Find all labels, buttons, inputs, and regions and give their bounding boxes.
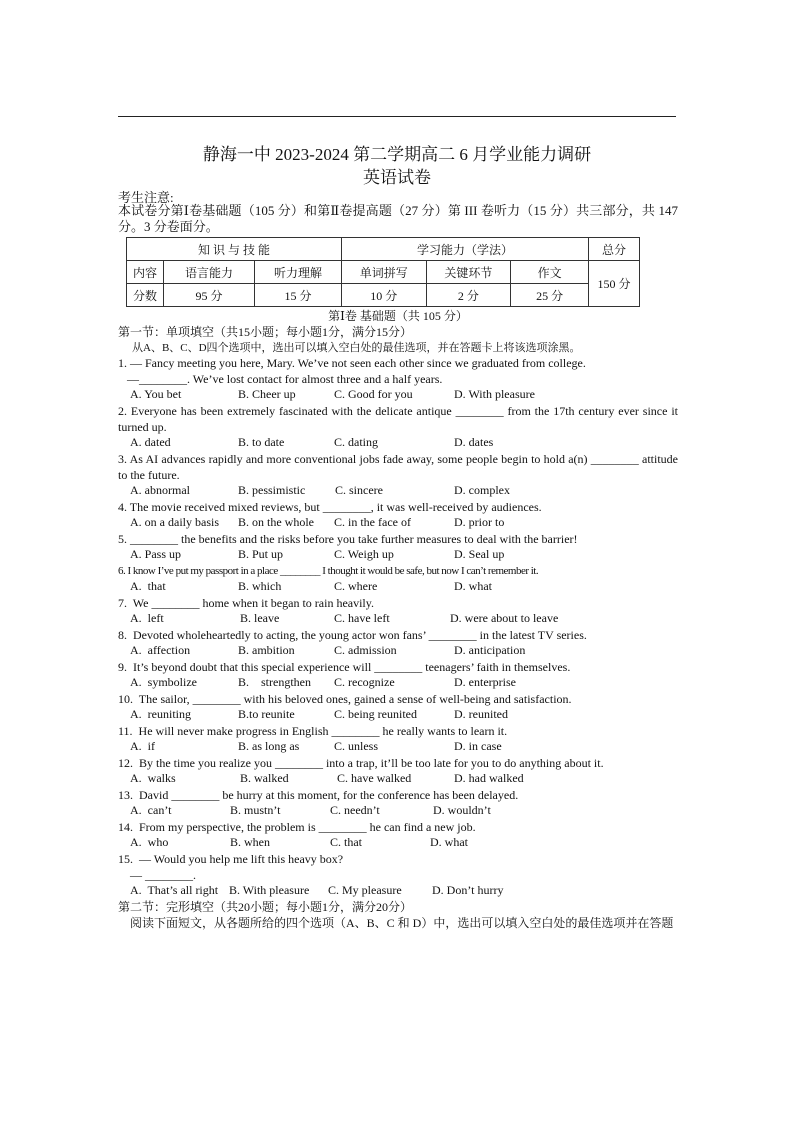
option-b[interactable]: B. With pleasure — [229, 883, 310, 897]
option-c[interactable]: C. dating — [334, 435, 378, 449]
question-6: 6. I know I’ve put my passport in a place ________ I thought it would be safe, but now I can’t remember it. — [118, 565, 539, 577]
question-9: 9. It’s beyond doubt that this special experience will ________ teenagers’ faith in themselves. — [118, 660, 571, 674]
option-c[interactable]: C. have left — [334, 611, 390, 625]
option-d[interactable]: D. Don’t hurry — [432, 883, 504, 897]
question-2: 2. Everyone has been extremely fascinated with the delicate antique ________ from the 17th century ever since it turned up. — [118, 404, 678, 434]
exam-title: 静海一中 2023-2024 第二学期高二 6 月学业能力调研 — [202, 145, 592, 164]
option-d[interactable]: D. in case — [454, 739, 502, 753]
option-d[interactable]: D. reunited — [454, 707, 508, 721]
option-a[interactable]: A. You bet — [130, 387, 182, 401]
option-a[interactable]: A. left — [130, 611, 164, 625]
score-table — [126, 237, 640, 307]
question-3: 3. As AI advances rapidly and more conventional jobs fade away, some people begin to hold a(n) ________ attitude to the future. — [118, 452, 678, 482]
question-15-line-2: — ________. — [118, 868, 196, 882]
question-2-options — [130, 435, 680, 451]
column-key-step: 关键环节 — [426, 261, 511, 284]
column-listening: 听力理解 — [255, 261, 342, 284]
score-listening: 15 分 — [255, 284, 342, 307]
option-a[interactable]: A. that — [130, 579, 166, 593]
option-d[interactable]: D. what — [454, 579, 492, 593]
exam-subtitle: 英语试卷 — [363, 168, 431, 187]
option-d[interactable]: D. complex — [454, 483, 510, 497]
question-14: 14. From my perspective, the problem is ________ he can find a new job. — [118, 820, 476, 834]
option-c[interactable]: C. where — [334, 579, 378, 593]
question-12: 12. By the time you realize you ________ into a trap, it’ll be too late for you to do anything about it. — [118, 756, 604, 770]
option-c[interactable]: C. admission — [334, 643, 397, 657]
option-a[interactable]: A. affection — [130, 643, 191, 657]
question-5: 5. ________ the benefits and the risks before you take further measures to deal with the barrier! — [118, 532, 578, 546]
question-1-line-2: —________. We’ve lost contact for almost three and a half years. — [118, 372, 443, 386]
question-3-options — [130, 483, 680, 499]
option-d[interactable]: D. had walked — [454, 771, 524, 785]
question-7: 7. We ________ home when it began to rain heavily. — [118, 596, 374, 610]
question-15-options — [130, 883, 680, 899]
option-a[interactable]: A. on a daily basis — [130, 515, 219, 529]
option-d[interactable]: D. Seal up — [454, 547, 505, 561]
option-b[interactable]: B. Cheer up — [238, 387, 296, 401]
question-8: 8. Devoted wholeheartedly to acting, the young actor won fans’ ________ in the latest TV series. — [118, 628, 587, 642]
option-c[interactable]: C. needn’t — [330, 803, 380, 817]
option-b[interactable]: B.to reunite — [238, 707, 295, 721]
option-b[interactable]: B. pessimistic — [238, 483, 306, 497]
option-b[interactable]: B. when — [230, 835, 270, 849]
question-12-options — [130, 771, 680, 787]
question-15-line-1: 15. — Would you help me lift this heavy box? — [118, 852, 344, 866]
option-d[interactable]: D. were about to leave — [450, 611, 559, 625]
question-13-options — [130, 803, 680, 819]
question-7-options — [130, 611, 680, 627]
section2-instruction: 阅读下面短文，从各题所给的四个选项（A、B、C 和 D）中，选出可以填入空白处的最佳选项并在答题 — [130, 916, 674, 930]
option-c[interactable]: C. Weigh up — [334, 547, 394, 561]
option-a[interactable]: A. Pass up — [130, 547, 182, 561]
option-d[interactable]: D. wouldn’t — [433, 803, 491, 817]
question-1-line-1: 1. — Fancy meeting you here, Mary. We’ve not seen each other since we graduated from college. — [118, 356, 586, 370]
option-a[interactable]: A. can’t — [130, 803, 172, 817]
option-b[interactable]: B. on the whole — [238, 515, 314, 529]
option-c[interactable]: C. unless — [334, 739, 379, 753]
section1-title: 第一节：单项填空（共15小题；每小题1分，满分15分） — [118, 325, 413, 339]
notice-body: 本试卷分第Ⅰ卷基础题（105 分）和第Ⅱ卷提高题（27 分）第 III 卷听力（15 分）共三部分，共 147 分。3 分卷面分。 — [118, 203, 678, 234]
question-8-options — [130, 643, 680, 659]
question-4-options — [130, 515, 680, 531]
column-language: 语言能力 — [164, 261, 255, 284]
score-key-step: 2 分 — [426, 284, 511, 307]
score-writing: 25 分 — [511, 284, 589, 307]
option-a[interactable]: A. symbolize — [130, 675, 197, 689]
option-d[interactable]: D. dates — [454, 435, 494, 449]
option-d[interactable]: D. prior to — [454, 515, 505, 529]
option-b[interactable]: B. mustn’t — [230, 803, 281, 817]
option-b[interactable]: B. to date — [238, 435, 285, 449]
part1-title: 第Ⅰ卷 基础题（共 105 分） — [328, 309, 468, 323]
total-score: 150 分 — [589, 261, 640, 307]
option-c[interactable]: C. My pleasure — [328, 883, 402, 897]
option-c[interactable]: C. sincere — [335, 483, 383, 497]
total-header: 总分 — [589, 238, 640, 261]
question-1-options — [130, 387, 680, 403]
question-11-options — [130, 739, 680, 755]
option-d[interactable]: D. what — [430, 835, 468, 849]
option-b[interactable]: B. ambition — [238, 643, 295, 657]
option-a[interactable]: A. dated — [130, 435, 171, 449]
ability-header: 学习能力（学法） — [342, 238, 589, 261]
score-row-label: 分数 — [127, 284, 164, 307]
notice-heading: 考生注意: — [118, 190, 174, 205]
option-a[interactable]: A. That’s all right — [130, 883, 219, 897]
option-a[interactable]: A. abnormal — [130, 483, 190, 497]
option-c[interactable]: C. in the face of — [334, 515, 411, 529]
option-c[interactable]: C. that — [330, 835, 362, 849]
option-c[interactable]: C. have walked — [337, 771, 412, 785]
option-c[interactable]: C. being reunited — [334, 707, 417, 721]
section1-instruction: 从A、B、C、D四个选项中，选出可以填入空白处的最佳选项，并在答题卡上将该选项涂黑。 — [132, 342, 581, 354]
option-d[interactable]: D. enterprise — [454, 675, 516, 689]
question-6-options — [130, 579, 680, 595]
option-a[interactable]: A. reuniting — [130, 707, 191, 721]
knowledge-header: 知 识 与 技 能 — [127, 238, 342, 261]
content-row-label: 内容 — [127, 261, 164, 284]
option-b[interactable]: B. leave — [240, 611, 280, 625]
option-a[interactable]: A. if — [130, 739, 155, 753]
option-d[interactable]: D. With pleasure — [454, 387, 535, 401]
option-a[interactable]: A. who — [130, 835, 169, 849]
option-c[interactable]: C. Good for you — [334, 387, 413, 401]
column-writing: 作文 — [511, 261, 589, 284]
option-d[interactable]: D. anticipation — [454, 643, 526, 657]
question-13: 13. David ________ be hurry at this moment, for the conference has been delayed. — [118, 788, 519, 802]
option-b[interactable]: B. strengthen — [238, 675, 311, 689]
question-14-options — [130, 835, 680, 851]
question-11: 11. He will never make progress in English ________ he really wants to learn it. — [118, 724, 508, 738]
section2-title: 第二节：完形填空（共20小题；每小题1分，满分20分） — [118, 900, 413, 914]
column-spelling: 单词拼写 — [342, 261, 427, 284]
option-a[interactable]: A. walks — [130, 771, 176, 785]
question-10-options — [130, 707, 680, 723]
option-b[interactable]: B. which — [238, 579, 282, 593]
score-spelling: 10 分 — [342, 284, 427, 307]
option-b[interactable]: B. walked — [240, 771, 289, 785]
header-rule — [118, 116, 676, 117]
question-9-options — [130, 675, 680, 691]
option-c[interactable]: C. recognize — [334, 675, 395, 689]
score-language: 95 分 — [164, 284, 255, 307]
option-b[interactable]: B. Put up — [238, 547, 284, 561]
question-5-options — [130, 547, 680, 563]
question-4: 4. The movie received mixed reviews, but ________, it was well-received by audiences. — [118, 500, 542, 514]
option-b[interactable]: B. as long as — [238, 739, 300, 753]
question-10: 10. The sailor, ________ with his beloved ones, gained a sense of well-being and satisfaction. — [118, 692, 572, 706]
